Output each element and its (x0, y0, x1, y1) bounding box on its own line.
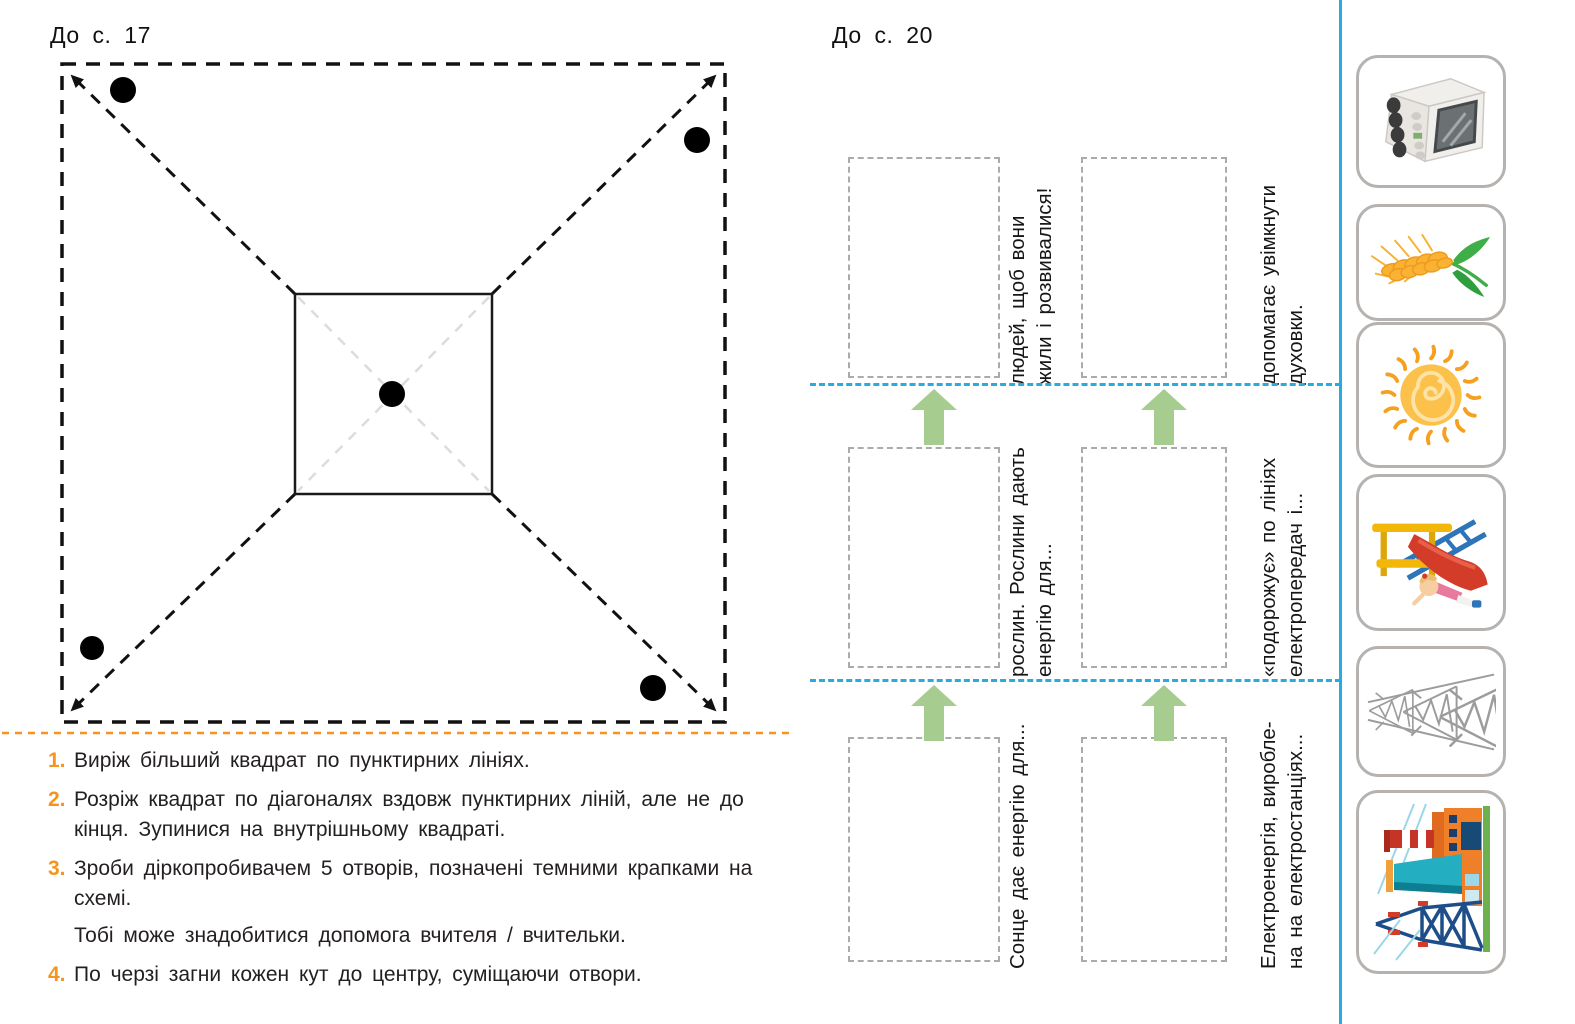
label-bottom-right (1255, 721, 1311, 969)
icon-card-wheat (1356, 204, 1506, 321)
power-lines-icon (1366, 658, 1496, 766)
label-line: духовки. (1284, 304, 1307, 385)
blue-dashed-divider (810, 383, 1341, 386)
left-section-header: До с. 17 (50, 22, 151, 48)
label-top-left (1004, 145, 1060, 385)
label-mid-left (1004, 437, 1060, 677)
icon-card-oven (1356, 55, 1506, 188)
label-line: електропередач і... (1284, 492, 1307, 677)
instruction-step (48, 785, 760, 845)
cutout-box-mid-left (848, 447, 1000, 668)
instruction-step (48, 854, 760, 914)
step-number: 1. (48, 749, 66, 772)
cutout-box-top-left (848, 157, 1000, 378)
cutout-box-bottom-right (1081, 737, 1227, 962)
icon-card-power-station (1356, 790, 1506, 974)
punch-hole-dots (80, 77, 710, 701)
label-mid-right (1255, 437, 1311, 677)
wheat-ear-icon (1368, 219, 1494, 307)
instruction-step (48, 960, 760, 990)
folding-diagram (0, 0, 800, 745)
step-number: 4. (48, 963, 66, 986)
icon-card-slide (1356, 474, 1506, 631)
blue-vertical-rule (1339, 0, 1342, 1024)
label-line: допомагає увімкнути (1257, 184, 1280, 385)
step-number: 3. (48, 857, 66, 880)
up-arrow-icon (1141, 389, 1187, 445)
up-arrow-icon (1141, 685, 1187, 741)
up-arrow-icon (911, 685, 957, 741)
label-line: Сонце дає енергію для... (1006, 723, 1029, 969)
icon-card-power-lines (1356, 646, 1506, 777)
label-line: рослин. Рослини дають (1006, 447, 1029, 677)
punch-hole-dot (684, 127, 710, 153)
step-number: 2. (48, 788, 66, 811)
instructions-list (48, 746, 760, 999)
step-text: По черзі загни кожен кут до центру, суміщаючи отвори. (74, 963, 642, 986)
right-section-header: До с. 20 (832, 22, 933, 48)
step-text: Розріж квадрат по діагоналях вздовж пунктирних ліній, але не до кінця. Зупинися на внутрішньому квадраті. (74, 788, 744, 841)
step-text: Виріж більший квадрат по пунктирних лініях. (74, 749, 530, 772)
label-line: енергію для... (1033, 543, 1056, 677)
instruction-step (48, 746, 760, 776)
label-bottom-left (1004, 723, 1060, 969)
label-line: людей, щоб вони (1006, 215, 1029, 385)
punch-hole-dot (379, 381, 405, 407)
cutout-box-bottom-left (848, 737, 1000, 962)
punch-hole-dot (80, 636, 104, 660)
label-line: жили і розвивалися! (1033, 187, 1056, 385)
oven-icon (1372, 72, 1490, 172)
up-arrow-icon (911, 389, 957, 445)
cutout-box-mid-right (1081, 447, 1227, 668)
label-line: «подорожує» по лініях (1257, 457, 1280, 677)
playground-slide-icon (1368, 492, 1494, 614)
sun-icon (1372, 336, 1490, 454)
punch-hole-dot (640, 675, 666, 701)
icon-card-sun (1356, 322, 1506, 468)
instruction-note (48, 921, 760, 951)
power-station-icon (1370, 802, 1492, 962)
label-line: Електроенергія, виробле- (1257, 721, 1280, 969)
cutout-box-top-right (1081, 157, 1227, 378)
blue-dashed-divider (810, 679, 1341, 682)
step-number (48, 921, 74, 951)
label-top-right (1255, 145, 1311, 385)
step-text: Зроби діркопробивачем 5 отворів, позначені темними крапками на схемі. (74, 857, 753, 910)
label-line: на на електростанціях... (1284, 733, 1307, 969)
punch-hole-dot (110, 77, 136, 103)
step-text: Тобі може знадобитися допомога вчителя / вчительки. (74, 924, 626, 947)
